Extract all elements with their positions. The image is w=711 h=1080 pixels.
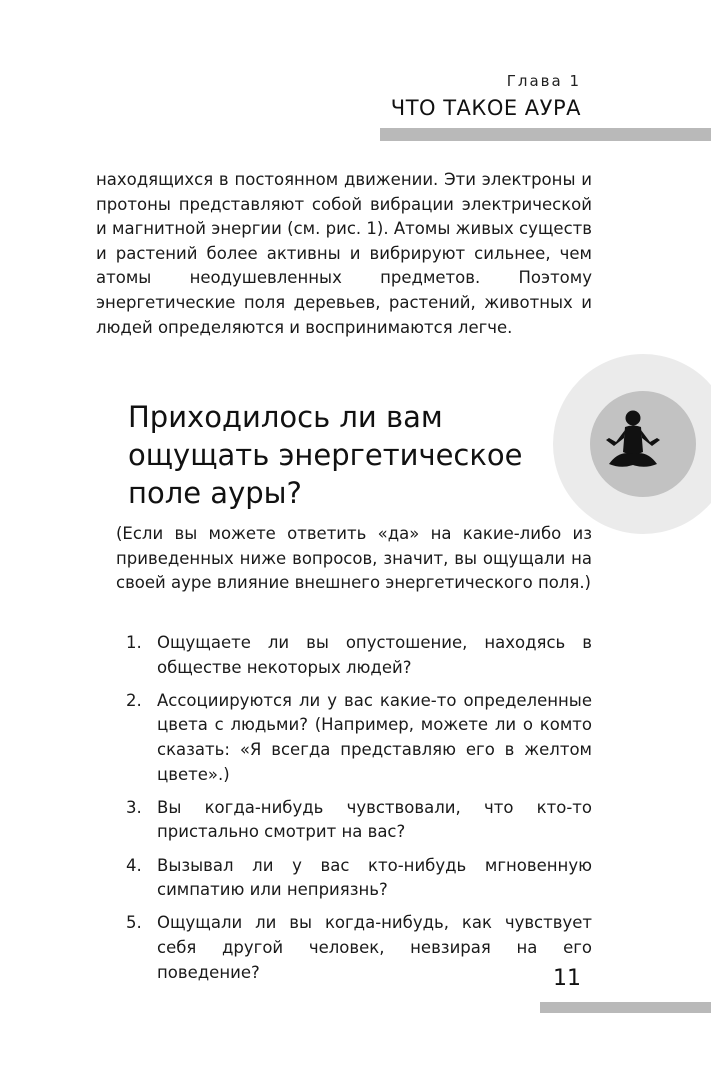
list-item	[126, 631, 592, 680]
list-item-number: 5.	[126, 913, 142, 933]
list-item-text: Ассоциируются ли у вас какие-то определенные цвета с людьми? (Например, можете ли о комто сказать: «Я всегда представляю его в желтом цвете».)	[157, 690, 592, 784]
list-item-number: 3.	[126, 797, 142, 817]
list-item-text: Вызывал ли у вас кто-нибудь мгновенную симпатию или неприязнь?	[157, 855, 592, 900]
section-heading: Приходилось ли вам ощущать энергетическое поле ауры?	[128, 400, 523, 510]
header-divider-bar	[380, 128, 711, 141]
list-item	[126, 796, 592, 845]
page-number: 11	[553, 966, 581, 991]
chapter-label: Глава 1	[506, 72, 581, 90]
list-item	[126, 911, 592, 985]
list-item-number: 1.	[126, 633, 142, 652]
list-item	[126, 689, 592, 787]
footer-divider-bar	[540, 1002, 711, 1013]
list-item-text: Ощущали ли вы когда-нибудь, как чувствует себя другой человек, невзирая на его поведение?	[157, 913, 592, 982]
list-item-number: 2.	[126, 690, 142, 710]
intro-paragraph: (Если вы можете ответить «да» на какие-либо из приведенных ниже вопросов, значит, вы ощущали на своей ауре влияние внешнего энергетического поля.)	[116, 524, 592, 593]
chapter-title: ЧТО ТАКОЕ АУРА	[390, 96, 581, 120]
meditation-figure-icon	[553, 354, 711, 534]
list-item-number: 4.	[126, 855, 142, 875]
body-paragraph: находящихся в постоянном движении. Эти электроны и протоны представляют собой вибрации электрической и магнитной энергии (см. рис. 1). Атомы живых существ и растений более активны и вибрируют сильнее, чем атомы неодушевленных предметов. Поэтому энергетические поля деревьев, растений, животных и людей определяются и воспринимаются легче.	[96, 170, 592, 337]
list-item	[126, 854, 592, 903]
list-item-text: Вы когда-нибудь чувствовали, что кто-то пристально смотрит на вас?	[157, 797, 592, 842]
list-item-text: Ощущаете ли вы опустошение, находясь в обществе некоторых людей?	[157, 633, 592, 677]
question-list	[126, 631, 592, 994]
side-emblem	[553, 354, 711, 534]
